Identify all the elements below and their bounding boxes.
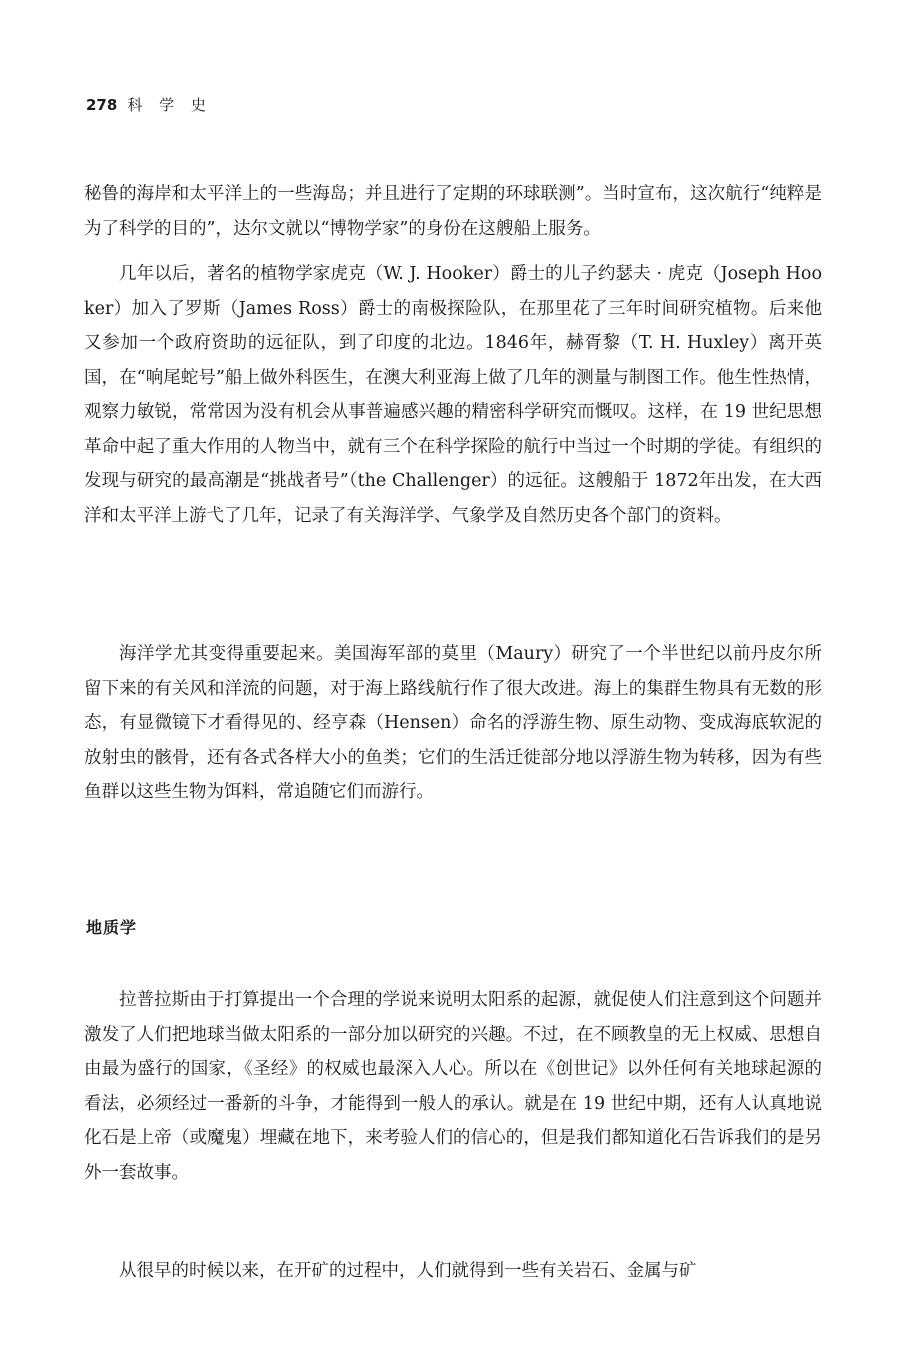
paragraph-mining: 从很早的时候以来，在开矿的过程中，人们就得到一些有关岩石、金属与矿 (119, 1261, 697, 1281)
paragraph-voyage-continued: 秘鲁的海岸和太平洋上的一些海岛；并且进行了定期的环球联测”。当时宣布，这次航行“纯粹是为了科学的目的”，达尔文就以“博物学家”的身份在这艘船上服务。 (84, 184, 822, 239)
book-title: 科 学 史 (127, 96, 212, 114)
paragraph-hooker-huxley: 几年以后，著名的植物学家虎克（W. J. Hooker）爵士的儿子约瑟夫 · 虎克（Joseph Hooker）加入了罗斯（James Ross）爵士的南极探险队，在那里花了三年时间研究植物。后来他又参加一个政府资助的远征队，到了印度的北边。1846年，赫胥黎（T. H. Huxley）离开英国，在“响尾蛇号”船上做外科医生，在澳大利亚海上做了几年的测量与制图工作。他生性热情，观察力敏锐，常常因为没有机会从事普遍感兴趣的精密科学研究而慨叹。这样，在 19 世纪思想革命中起了重大作用的人物当中，就有三个在科学探险的航行中当过一个时期的学徒。有组织的发现与研究的最高潮是“挑战者号”（the Challenger）的远征。这艘船于 1872年出发，在大西洋和太平洋上游弋了几年，记录了有关海洋学、气象学及自然历史各个部门的资料。 (84, 264, 822, 526)
paragraph-laplace-geology: 拉普拉斯由于打算提出一个合理的学说来说明太阳系的起源，就促使人们注意到这个问题并激发了人们把地球当做太阳系的一部分加以研究的兴趣。不过，在不顾教皇的无上权威、思想自由最为盛行的国家，《圣经》的权威也最深入人心。所以在《创世记》以外任何有关地球起源的看法，必须经过一番新的斗争，才能得到一般人的承认。就是在 19 世纪中期，还有人认真地说化石是上帝（或魔鬼）埋藏在地下，来考验人们的信心的，但是我们都知道化石告诉我们的是另外一套故事。 (84, 990, 822, 1183)
paragraph-oceanography: 海洋学尤其变得重要起来。美国海军部的莫里（Maury）研究了一个半世纪以前丹皮尔所留下来的有关风和洋流的问题，对于海上路线航行作了很大改进。海上的集群生物具有无数的形态，有显微镜下才看得见的、经亨森（Hensen）命名的浮游生物、原生动物、变成海底软泥的放射虫的骸骨，还有各式各样大小的鱼类；它们的生活迁徙部分地以浮游生物为转移，因为有些鱼群以这些生物为饵料，常追随它们而游行。 (84, 644, 822, 802)
running-head (86, 94, 212, 115)
page-number: 278 (86, 96, 118, 114)
section-heading-geology: 地质学 (86, 918, 138, 937)
